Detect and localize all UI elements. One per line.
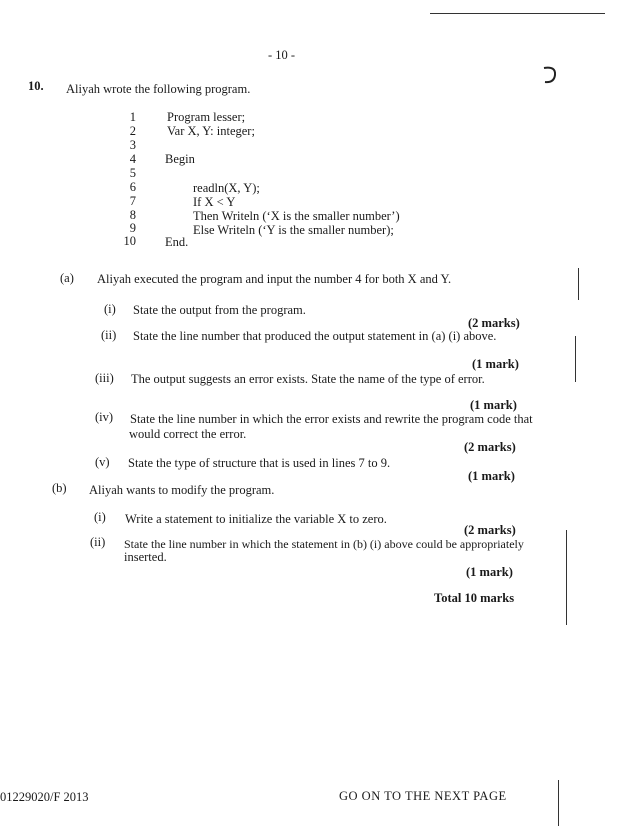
line-number: 3 <box>129 138 136 152</box>
item-label: (i) <box>104 302 116 316</box>
hole-punch-mark <box>540 64 560 86</box>
paper-code: 01229020/F 2013 <box>0 790 89 804</box>
line-number: 4 <box>129 152 136 166</box>
code-line: Var X, Y: integer; <box>167 124 255 138</box>
next-page-note: GO ON TO THE NEXT PAGE <box>339 789 507 803</box>
line-number: 1 <box>129 110 136 124</box>
line-number: 2 <box>129 124 136 138</box>
scan-right-mark <box>566 530 567 625</box>
line-number: 9 <box>129 221 136 235</box>
part-a-label: (a) <box>60 271 74 285</box>
item-text-continued: would correct the error. <box>129 427 247 441</box>
item-label: (ii) <box>101 328 117 342</box>
item-marks: (1 mark) <box>468 469 515 483</box>
total-marks: Total 10 marks <box>434 591 515 605</box>
item-marks: (2 marks) <box>464 440 516 454</box>
scan-right-mark <box>578 268 579 300</box>
part-b-text: Aliyah wants to modify the program. <box>89 483 275 497</box>
code-line: Else Writeln (‘Y is the smaller number); <box>193 223 394 237</box>
scan-top-line <box>430 13 605 14</box>
item-text: State the line number in which the statement in (b) (i) above could be appropriately <box>124 537 524 551</box>
item-label: (ii) <box>90 535 106 549</box>
item-text: State the line number that produced the output statement in (a) (i) above. <box>133 329 497 343</box>
question-intro: Aliyah wrote the following program. <box>66 82 251 96</box>
line-number: 10 <box>123 234 136 248</box>
code-line: Program lesser; <box>167 110 246 124</box>
part-a-text: Aliyah executed the program and input the number 4 for both X and Y. <box>97 272 452 286</box>
page-number: - 10 - <box>268 48 296 62</box>
scan-right-mark <box>558 780 559 826</box>
item-text: Write a statement to initialize the variable X to zero. <box>125 512 387 526</box>
code-line: readln(X, Y); <box>193 181 260 195</box>
question-number: 10. <box>28 79 44 93</box>
item-text: State the line number in which the error exists and rewrite the program code that <box>130 412 533 426</box>
item-marks: (1 mark) <box>472 357 519 371</box>
item-label: (iii) <box>95 371 114 385</box>
item-label: (v) <box>95 455 110 469</box>
code-line: End. <box>165 235 189 249</box>
item-marks: (2 marks) <box>464 523 516 537</box>
item-marks: (2 marks) <box>468 316 520 330</box>
item-text: State the output from the program. <box>133 303 306 317</box>
item-text-continued: inserted. <box>124 550 167 564</box>
item-marks: (1 mark) <box>470 398 517 412</box>
line-number: 8 <box>129 208 136 222</box>
line-number: 5 <box>129 166 136 180</box>
code-line: Then Writeln (‘X is the smaller number’) <box>193 209 400 223</box>
item-text: The output suggests an error exists. State the name of the type of error. <box>131 372 485 386</box>
code-line: If X < Y <box>193 195 236 209</box>
line-number: 6 <box>129 180 136 194</box>
line-number: 7 <box>129 194 136 208</box>
part-b-label: (b) <box>52 481 67 495</box>
item-label: (i) <box>94 510 106 524</box>
item-marks: (1 mark) <box>466 565 513 579</box>
item-text: State the type of structure that is used in lines 7 to 9. <box>128 456 391 470</box>
scan-right-mark <box>575 336 576 382</box>
code-line: Begin <box>165 152 195 166</box>
item-label: (iv) <box>95 410 114 424</box>
